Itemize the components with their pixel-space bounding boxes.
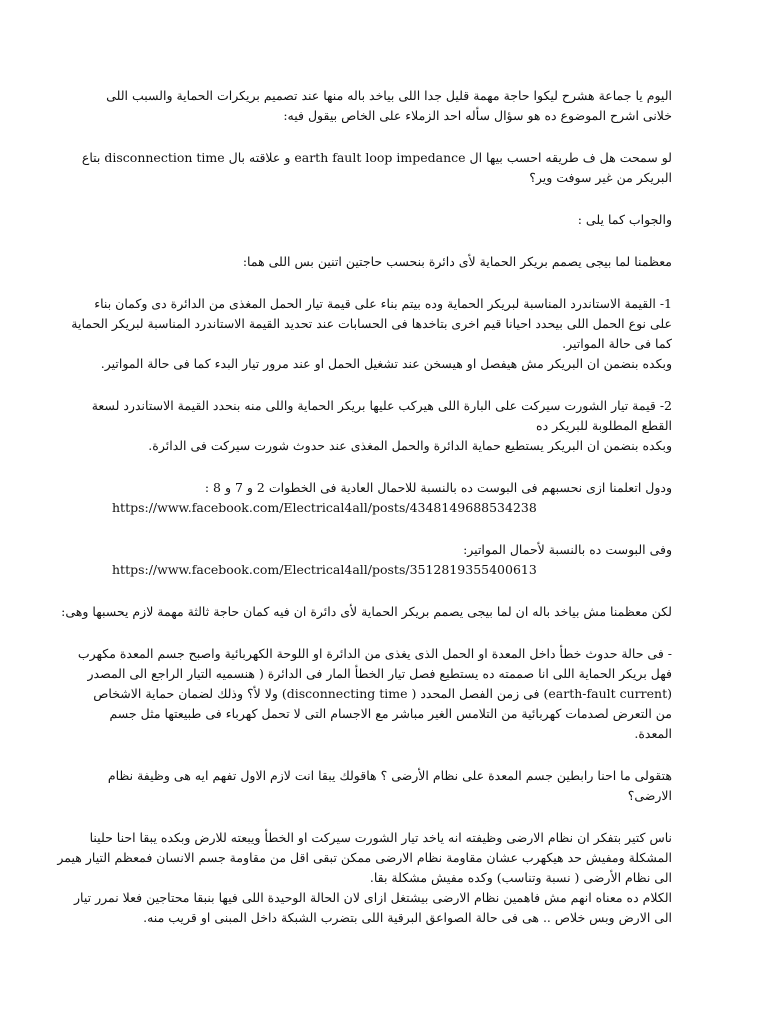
text-line: على نوع الحمل اللى بيحدد احيانا قيم اخرى بتاخدها فى الحسابات عند تحديد القيمة الاستاندرد المناسبة لبريكر الحماية (71, 316, 672, 331)
text-line: وبكده بنضمن ان البريكر مش هيفصل او هيسخن عند تشغيل الحمل او عند مرور تيار البدء كما فى حالة المواتير. (100, 356, 672, 371)
text-line: لو سمحت هل ف طريقه احسب بيها ال earth fault loop impedance و علاقته بال disconnection time بتاع (81, 150, 672, 165)
text-line: لكن معظمنا مش بياخد باله ان لما بيجى يصمم بريكر الحماية لأى دائرة ان فيه كمان حاجة ثالثة مهمة لازم يحسبها وهى: (61, 604, 672, 619)
text-line: الى نظام الأرضى ( نسبة وتناسب) وكده مفيش مشكلة بقا. (369, 870, 672, 885)
third-thing-paragraph (61, 602, 672, 622)
earthing-explanation-paragraph (57, 828, 672, 928)
text-line: البريكر من غير سوفت وير؟ (529, 170, 672, 185)
text-line: معظمنا لما بيجى يصمم بريكر الحماية لأى دائرة بنحسب حاجتين اتنين بس اللى هما: (242, 254, 672, 269)
document-page (57, 86, 672, 928)
text-line: هتقولى ما احنا رابطين جسم المعدة على نظام الأرضى ؟ هاقولك يبقا انت لازم الاول تفهم ايه هى وظيفة نظام (107, 768, 672, 783)
motor-loads-paragraph (112, 540, 672, 580)
point-two-paragraph (91, 396, 672, 456)
point-one-paragraph (71, 294, 672, 374)
answer-heading (112, 210, 672, 230)
text-line: فهل بريكر الحماية اللى انا صممته ده يستطيع فصل تيار الخطأ المار فى الدائرة ( هنسميه التيار الراجع الى المصدر (87, 666, 672, 681)
earthing-question-paragraph (107, 766, 672, 806)
question-paragraph (81, 148, 672, 188)
text-line: 1- القيمة الاستاندرد المناسبة لبريكر الحماية وده بيتم بناء على قيمة تيار الحمل المغذى من الدائرة دى وكمان بناء (94, 296, 672, 311)
text-line: ناس كتير بتفكر ان نظام الارضى وظيفته انه ياخد تيار الشورت سيركت او الخطأ ويبعته للارض وبكده يبقا احنا حلينا (89, 830, 672, 845)
text-line: اليوم يا جماعة هشرح ليكوا حاجة مهمة قليل جدا اللى بياخد باله منها عند تصميم بريكرات الحماية والسبب اللى (106, 88, 672, 103)
text-line: - فى حالة حدوث خطأ داخل المعدة او الحمل الذى يغذى من الدائرة او اللوحة الكهربائية واصبح جسم المعدة مكهرب (77, 646, 672, 661)
fault-case-paragraph (77, 644, 672, 744)
text-line: ودول اتعلمنا ازى نحسبهم فى البوست ده بالنسبة للاحمال العادية فى الخطوات 2 و 7 و 8 : (204, 480, 672, 495)
text-line: والجواب كما يلى : (577, 212, 672, 227)
intro-paragraph (106, 86, 672, 126)
text-line: (earth-fault current) فى زمن الفصل المحدد ( disconnecting time) ولا لأ؟ وذلك لضمان حماية الاشخاص (93, 686, 672, 701)
text-line: المشكلة ومفيش حد هيكهرب عشان مقاومة نظام الارضى ممكن تبقى اقل من مقاومة جسم الانسان فمعظم التيار هيمر (57, 850, 672, 865)
post-link[interactable]: https://www.facebook.com/Electrical4all/posts/3512819355400613 (112, 562, 537, 577)
text-line: القطع المطلوبة للبريكر ده (536, 418, 672, 433)
text-line: وفى البوست ده بالنسبة لأحمال المواتير: (463, 542, 672, 557)
text-line: من التعرض لصدمات كهربائية من التلامس الغير مباشر مع الاجسام التى لا تحمل كهرباء فى طبيعتها مثل جسم (109, 706, 672, 721)
text-line: المعدة. (634, 726, 672, 741)
post-link[interactable]: https://www.facebook.com/Electrical4all/posts/4348149688534238 (112, 500, 537, 515)
text-line: الكلام ده معناه انهم مش فاهمين نظام الارضى بيشتغل ازاى لان الحالة الوحيدة اللى فيها بنبقا محتاجين فعلا نمرر تيار (74, 890, 672, 905)
normal-loads-paragraph (112, 478, 672, 518)
text-line: الى الارض وبس خلاص .. هى فى حالة الصواعق البرقية اللى بتضرب الشبكة داخل المبنى او قريب منه. (143, 910, 672, 925)
text-line: 2- قيمة تيار الشورت سيركت على البارة اللى هيركب عليها بريكر الحماية واللى منه بنحدد القيمة الاستاندرد لسعة (91, 398, 672, 413)
text-line: خلانى اشرح الموضوع ده هو سؤال سأله احد الزملاء على الخاص بيقول فيه: (283, 108, 672, 123)
two-things-paragraph (112, 252, 672, 272)
text-line: الارضى؟ (627, 788, 672, 803)
text-line: كما فى حالة المواتير. (562, 336, 672, 351)
text-line: وبكده بنضمن ان البريكر يستطيع حماية الدائرة والحمل المغذى عند حدوث شورت سيركت فى الدائرة. (148, 438, 672, 453)
